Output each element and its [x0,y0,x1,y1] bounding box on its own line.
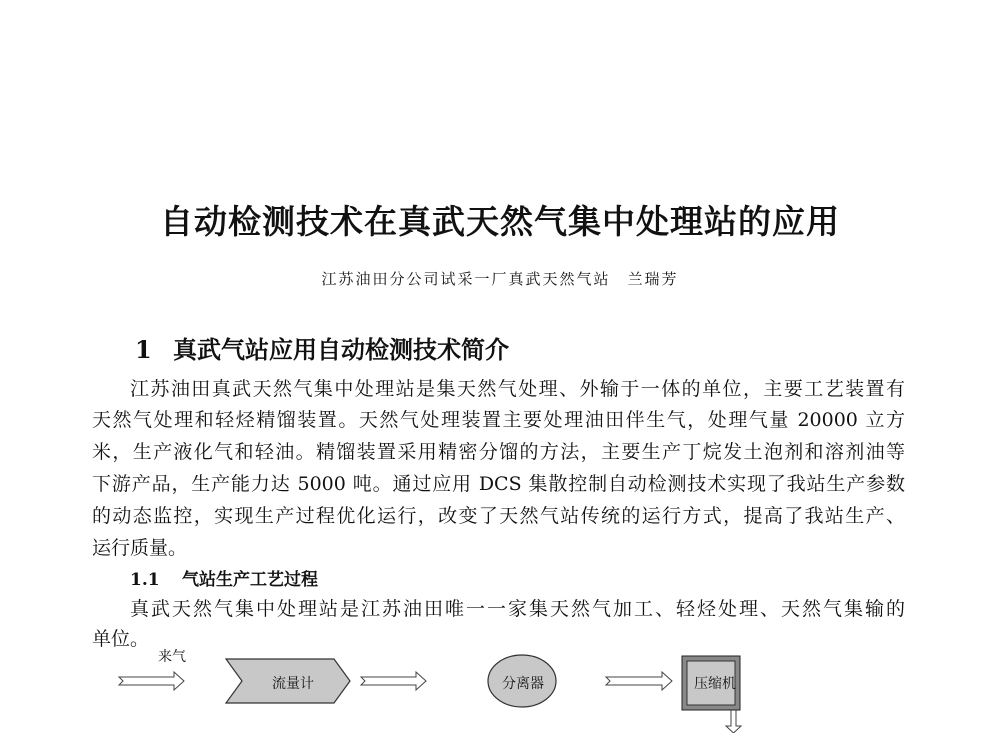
flow-meter-label: 流量计 [272,676,314,692]
input-gas-label: 来气 [158,649,186,665]
paper-title: 自动检测技术在真武天然气集中处理站的应用 [160,202,840,241]
compressor-label: 压缩机 [694,676,736,692]
arrow-icon [606,672,672,690]
section-title: 真武气站应用自动检测技术简介 [173,335,509,364]
arrow-icon [726,710,741,733]
subsection-number: 1.1 [130,570,160,590]
text-line: 下游产品，生产能力达 5000 吨。通过应用 DCS 集散控制自动检测技术实现了我站生产参数 [92,473,905,495]
text-line: 江苏油田真武天然气集中处理站是集天然气处理、外输于一体的单位，主要工艺装置有 [130,378,905,400]
text-line: 真武天然气集中处理站是江苏油田唯一一家集天然气加工、轻烃处理、天然气集输的 [130,598,905,620]
author-affiliation: 江苏油田分公司试采一厂真武天然气站 兰瑞芳 [321,270,679,288]
text-line: 天然气处理和轻烃精馏装置。天然气处理装置主要处理油田伴生气，处理气量 20000 立方 [92,409,905,431]
text-line: 米，生产液化气和轻油。精馏装置采用精密分馏的方法，主要生产丁烷发土泡剂和溶剂油等 [92,441,905,463]
arrow-icon [361,672,426,690]
section-number: 1 [135,335,152,364]
text-line: 单位。 [92,628,150,650]
text-line: 运行质量。 [92,537,188,559]
separator-label: 分离器 [502,676,544,692]
arrow-icon [119,672,184,690]
text-line: 的动态监控，实现生产过程优化运行，改变了天然气站传统的运行方式，提高了我站生产、 [92,505,905,527]
subsection-title: 气站生产工艺过程 [182,570,318,590]
